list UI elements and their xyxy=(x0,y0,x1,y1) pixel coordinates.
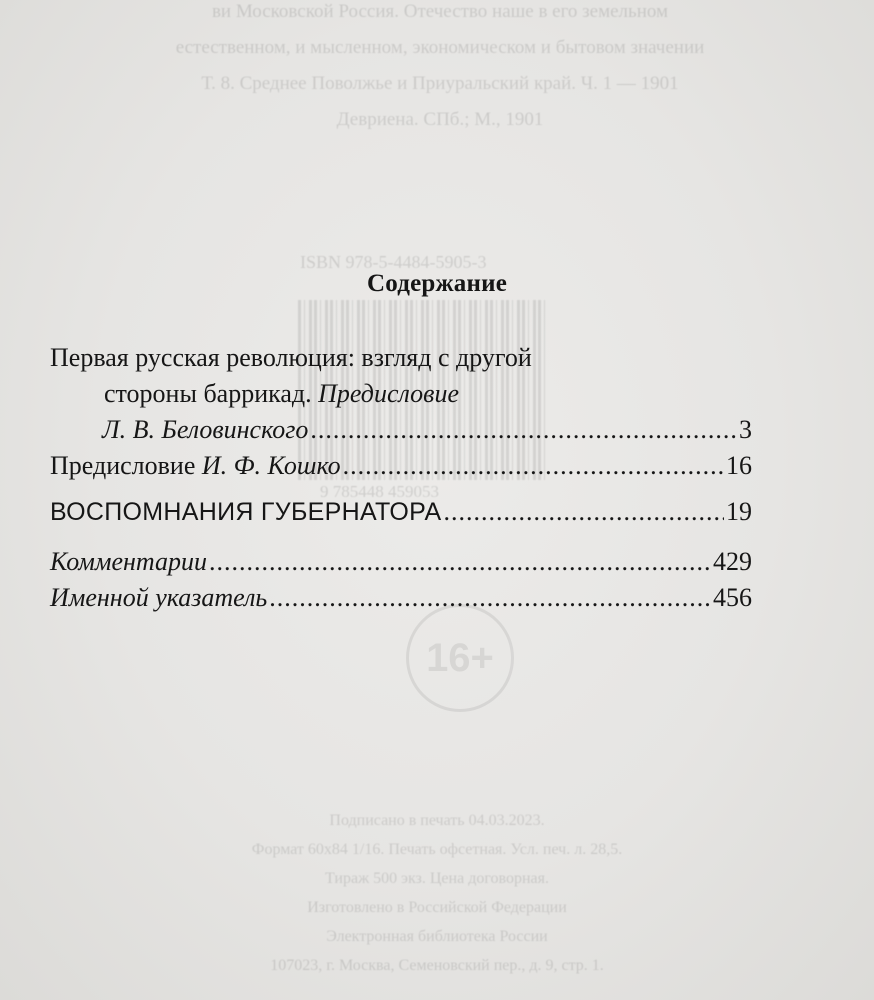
toc-entry-comments[interactable] xyxy=(50,544,752,580)
show-through-barcode-number: 9 785448 459053 xyxy=(320,482,439,501)
toc-entry-title: Именной указатель xyxy=(50,583,268,612)
toc-entry-line xyxy=(50,580,752,616)
toc-leader-dots xyxy=(310,412,737,448)
toc-entry-main-text[interactable] xyxy=(50,494,752,530)
toc-leader-dots xyxy=(209,544,711,580)
toc-leader-dots xyxy=(443,494,724,530)
toc-leader-dots xyxy=(343,448,724,484)
toc-page-number: 456 xyxy=(713,583,752,612)
toc-entry-author: И. Ф. Кошко xyxy=(201,451,341,480)
toc-entry-title-line-1: Первая русская революция: взгляд с другой xyxy=(50,343,532,372)
toc-entry-author: Л. В. Беловинского xyxy=(102,415,309,444)
table-of-contents xyxy=(50,340,752,616)
toc-entry-author-line xyxy=(50,412,752,448)
toc-entry-title-text: стороны баррикад. xyxy=(104,379,312,408)
show-through-age-rating-icon: 16+ xyxy=(406,604,514,712)
toc-entry-title: Комментарии xyxy=(50,547,208,576)
toc-spacer xyxy=(50,530,752,544)
toc-entry-koshko-preface[interactable] xyxy=(50,448,752,484)
toc-page-number: 19 xyxy=(726,497,752,526)
toc-entry-title-line-2 xyxy=(50,376,752,412)
toc-spacer xyxy=(50,484,752,494)
toc-leader-dots xyxy=(269,580,711,616)
toc-entry-name-index[interactable] xyxy=(50,580,752,616)
toc-entry-line xyxy=(50,448,752,484)
toc-entry-title: ВОСПОМНАНИЯ ГУБЕРНАТОРА xyxy=(50,498,442,526)
toc-page-number: 3 xyxy=(739,415,752,444)
toc-page-number: 16 xyxy=(726,451,752,480)
show-through-isbn: ISBN 978-5-4484-5905-3 xyxy=(300,252,487,272)
toc-entry-line xyxy=(50,544,752,580)
toc-entry-preface-label: Предисловие xyxy=(318,379,459,408)
toc-heading: Содержание xyxy=(366,270,507,297)
show-through-imprint: Подписано в печать 04.03.2023. Формат 60x84 1/16. Печать офсетная. Усл. печ. л. 28,5. Тираж 500 экз. Цена договорная. Изготовлено в Российской Федерации Электронная библиотека России 107023, г. Москва, Семеновский пер., д. 9, стр. 1. xyxy=(251,812,623,974)
toc-entry-title xyxy=(50,448,341,484)
show-through-text-top: ви Московской Россия. Отечество наше в его земельном естественном, и мысленном, экономическом и бытовом значении Т. 8. Среднее Поволжье и Приуральский край. Ч. 1 — 1901 Девриена. СПб.; М., 1901 xyxy=(175,1,705,130)
toc-entry-preface-label: Предисловие xyxy=(50,451,196,480)
toc-page-number: 429 xyxy=(713,547,752,576)
toc-entry-belovinsky-preface[interactable] xyxy=(50,340,752,448)
toc-entry-line xyxy=(50,494,752,530)
